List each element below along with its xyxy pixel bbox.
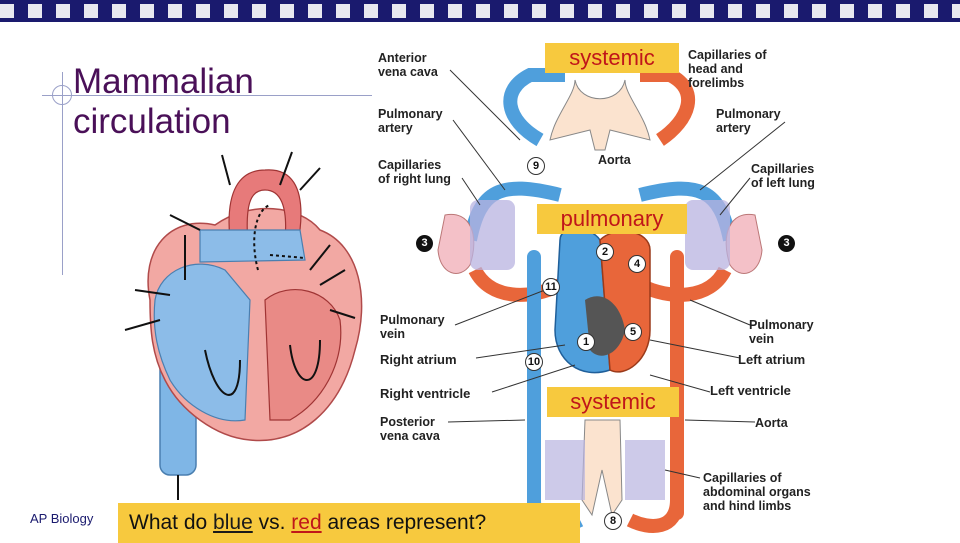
posterior-vena-cava-vessel — [527, 250, 541, 520]
question-middle: vs. — [252, 511, 292, 534]
label-right-atrium: Right atrium — [380, 352, 457, 367]
question-prefix: What do — [129, 511, 214, 534]
question-box — [118, 503, 580, 543]
step-4: 4 — [628, 255, 646, 273]
title-line-1: Mammalian — [73, 62, 254, 101]
label-aorta-bottom: Aorta — [755, 416, 788, 430]
label-capillaries-left-lung: Capillaries of left lung — [751, 162, 815, 190]
step-3-right: 3 — [416, 235, 433, 252]
label-pulmonary-artery-left: Pulmonary artery — [378, 107, 443, 135]
step-10: 10 — [525, 353, 543, 371]
right-lung-capillaries — [470, 200, 515, 270]
tag-pulmonary: pulmonary — [537, 204, 687, 234]
label-left-atrium: Left atrium — [738, 352, 806, 367]
label-left-ventricle: Left ventricle — [710, 383, 791, 398]
heart-illustration — [125, 152, 362, 500]
abdominal-capillaries-right — [625, 440, 665, 500]
label-pulmonary-vein-right: Pulmonary vein — [749, 318, 814, 346]
footer-course-label: AP Biology — [30, 511, 94, 526]
tag-systemic-bottom: systemic — [547, 387, 679, 417]
label-right-ventricle: Right ventricle — [380, 386, 471, 401]
lower-body-figure — [582, 420, 622, 515]
step-2: 2 — [596, 243, 614, 261]
question-word-blue: blue — [213, 511, 253, 534]
label-aorta-top: Aorta — [598, 153, 631, 167]
step-3-left: 3 — [778, 235, 795, 252]
title-line-2: circulation — [73, 102, 231, 141]
tag-systemic-top: systemic — [545, 43, 679, 73]
question-word-red: red — [291, 511, 322, 534]
right-lung — [438, 214, 474, 273]
left-lung — [726, 214, 762, 273]
aorta-lower-vessel — [670, 250, 684, 520]
step-5: 5 — [624, 323, 642, 341]
lower-loop-red — [630, 500, 677, 526]
label-capillaries-abdominal: Capillaries of abdominal organs and hind limbs — [703, 471, 811, 513]
question-suffix: areas represent? — [321, 511, 487, 534]
upper-body-figure — [550, 80, 650, 150]
step-9: 9 — [527, 157, 545, 175]
step-11: 11 — [542, 278, 560, 296]
abdominal-capillaries-left — [545, 440, 585, 500]
label-pulmonary-artery-right: Pulmonary artery — [716, 107, 781, 135]
label-posterior-vena-cava: Posterior vena cava — [380, 415, 440, 443]
circulation-schematic — [438, 70, 785, 526]
step-1: 1 — [577, 333, 595, 351]
step-8: 8 — [604, 512, 622, 530]
label-capillaries-right-lung: Capillaries of right lung — [378, 158, 451, 186]
label-capillaries-head: Capillaries of head and forelimbs — [688, 48, 767, 90]
label-anterior-vena-cava: Anterior vena cava — [378, 51, 438, 79]
label-pulmonary-vein-left: Pulmonary vein — [380, 313, 445, 341]
